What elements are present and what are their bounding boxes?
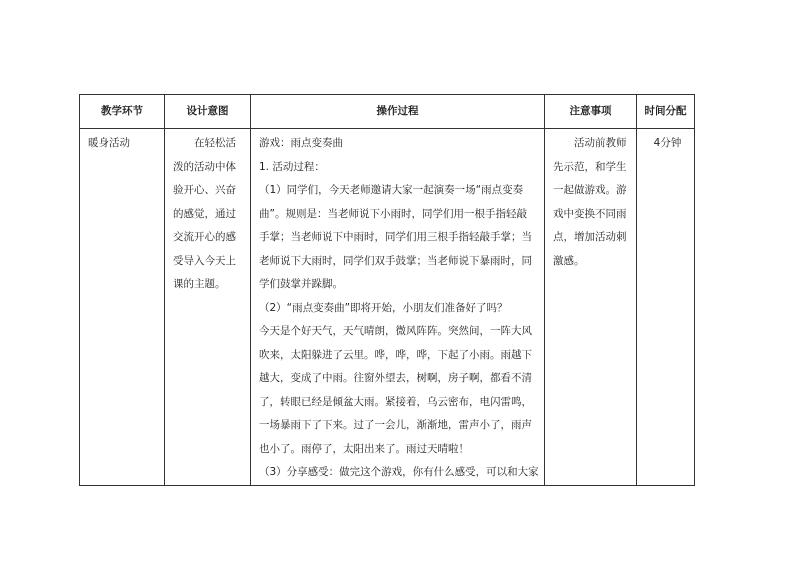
table-row: [80, 129, 695, 486]
stage-cell: [80, 129, 165, 486]
notes-cell: [545, 129, 637, 486]
process-cell: [251, 129, 545, 486]
header-time: 时间分配: [637, 95, 695, 129]
header-notes: 注意事项: [545, 95, 637, 129]
lesson-plan-table: [79, 94, 695, 486]
notes-text: 活动前教师先示范，和学生一起做游戏。游戏中变换不同雨点，增加活动刺激感。: [553, 137, 627, 267]
process-line: 曲”。规则是：当老师说下小雨时，同学们用一根手指轻敲: [259, 207, 527, 220]
process-line: （2）“雨点变奏曲”即将开始，小朋友们准备好了吗？: [259, 301, 508, 314]
time-text: 4分钟: [653, 137, 682, 149]
stage-text: 暖身活动: [88, 137, 130, 149]
header-intent: 设计意图: [165, 95, 251, 129]
table-header-row: [80, 95, 695, 129]
process-line: 了，转眼已经是倾盆大雨。紧接着，乌云密布，电闪雷鸣，: [259, 395, 532, 408]
process-line: 学们鼓掌并跺脚。: [259, 278, 343, 290]
process-line: 1. 活动过程：: [259, 160, 325, 173]
process-line: 越大，变成了中雨。往窗外望去，树啊，房子啊，都看不清: [259, 372, 532, 384]
intent-text: 在轻松活泼的活动中体验开心、兴奋的感觉，通过交流开心的感受导入今天上课的主题。: [173, 137, 236, 290]
process-line: 老师说下大雨时，同学们双手鼓掌；当老师说下暴雨时，同: [259, 254, 532, 267]
header-process: 操作过程: [251, 95, 545, 129]
process-line: 手掌；当老师说下中雨时，同学们用三根手指轻敲手掌；当: [259, 231, 532, 243]
process-line: 吹来，太阳躲进了云里。哗，哗，哗，下起了小雨。雨越下: [259, 348, 532, 361]
process-line: （3）分享感受：做完这个游戏，你有什么感受，可以和大家: [259, 466, 539, 478]
time-cell: [637, 129, 695, 486]
process-line: 一场暴雨下了下来。过了一会儿，渐渐地，雷声小了，雨声: [259, 419, 532, 431]
header-stage: 教学环节: [80, 95, 165, 129]
process-line: 今天是个好天气，天气晴朗，微风阵阵。突然间，一阵大风: [259, 325, 532, 337]
process-line: 游戏：雨点变奏曲: [259, 137, 343, 149]
process-line: （1）同学们，今天老师邀请大家一起演奏一场“雨点变奏: [259, 184, 524, 196]
process-line: 也小了。雨停了，太阳出来了。雨过天晴啦！: [259, 442, 469, 455]
intent-cell: [165, 129, 251, 486]
